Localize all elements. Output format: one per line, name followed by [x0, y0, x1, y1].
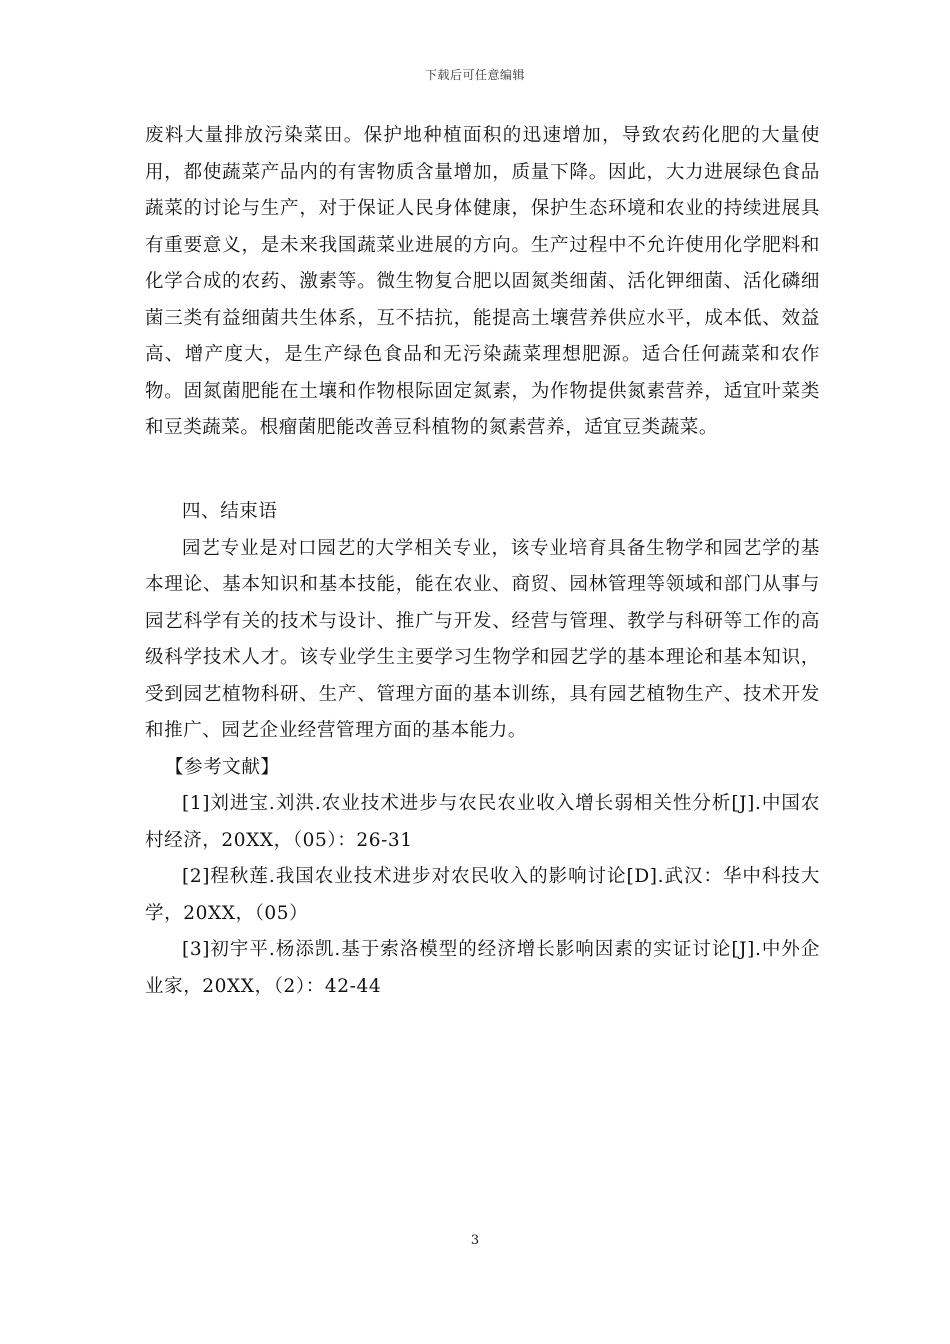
paragraph: 园艺专业是对口园艺的大学相关专业，该专业培育具备生物学和园艺学的基本理论、基本知识和基本技能，能在农业、商贸、园林管理等领域和部门从事与园艺科学有关的技术与设计、推广与开发、经营与管理、教学与科研等工作的高级科学技术人才。该专业学生主要学习生物学和园艺学的基本理论和基本知识，受到园艺植物科研、生产、管理方面的基本训练，具有园艺植物生产、技术开发和推广、园艺企业经营管理方面的基本能力。 [145, 537, 820, 741]
reference-item: [1]刘进宝.刘洪.农业技术进步与农民农业收入增长弱相关性分析[J].中国农村经济，20XX，（05）：26-31 [145, 793, 820, 851]
section-heading: 四、结束语 [182, 501, 278, 522]
body-text-block [145, 118, 820, 447]
paragraph: 废料大量排放污染菜田。保护地种植面积的迅速增加，导致农药化肥的大量使用，都使蔬菜产品内的有害物质含量增加，质量下降。因此，大力进展绿色食品蔬菜的讨论与生产，对于保证人民身体健康，保护生态环境和农业的持续进展具有重要意义，是未来我国蔬菜业进展的方向。生产过程中不允许使用化学肥料和化学合成的农药、激素等。微生物复合肥以固氮类细菌、活化钾细菌、活化磷细菌三类有益细菌共生体系，互不拮抗，能提高土壤营养供应水平，成本低、效益高、增产度大，是生产绿色食品和无污染蔬菜理想肥源。适合任何蔬菜和农作物。固氮菌肥能在土壤和作物根际固定氮素，为作物提供氮素营养，适宜叶菜类和豆类蔬菜。根瘤菌肥能改善豆科植物的氮素营养，适宜豆类蔬菜。 [145, 125, 820, 438]
reference-item: [3]初宇平.杨添凯.基于索洛模型的经济增长影响因素的实证讨论[J].中外企业家，20XX，（2）：42-44 [145, 939, 820, 997]
page-number: 3 [470, 1233, 480, 1248]
references-heading: 【参考文献】 [165, 756, 280, 778]
conclusion-section [145, 494, 820, 1005]
reference-item: [2]程秋莲.我国农业技术进步对农民收入的影响讨论[D].武汉：华中科技大学，20XX，（05） [145, 866, 820, 924]
page-header: 下载后可任意编辑 [424, 68, 525, 82]
